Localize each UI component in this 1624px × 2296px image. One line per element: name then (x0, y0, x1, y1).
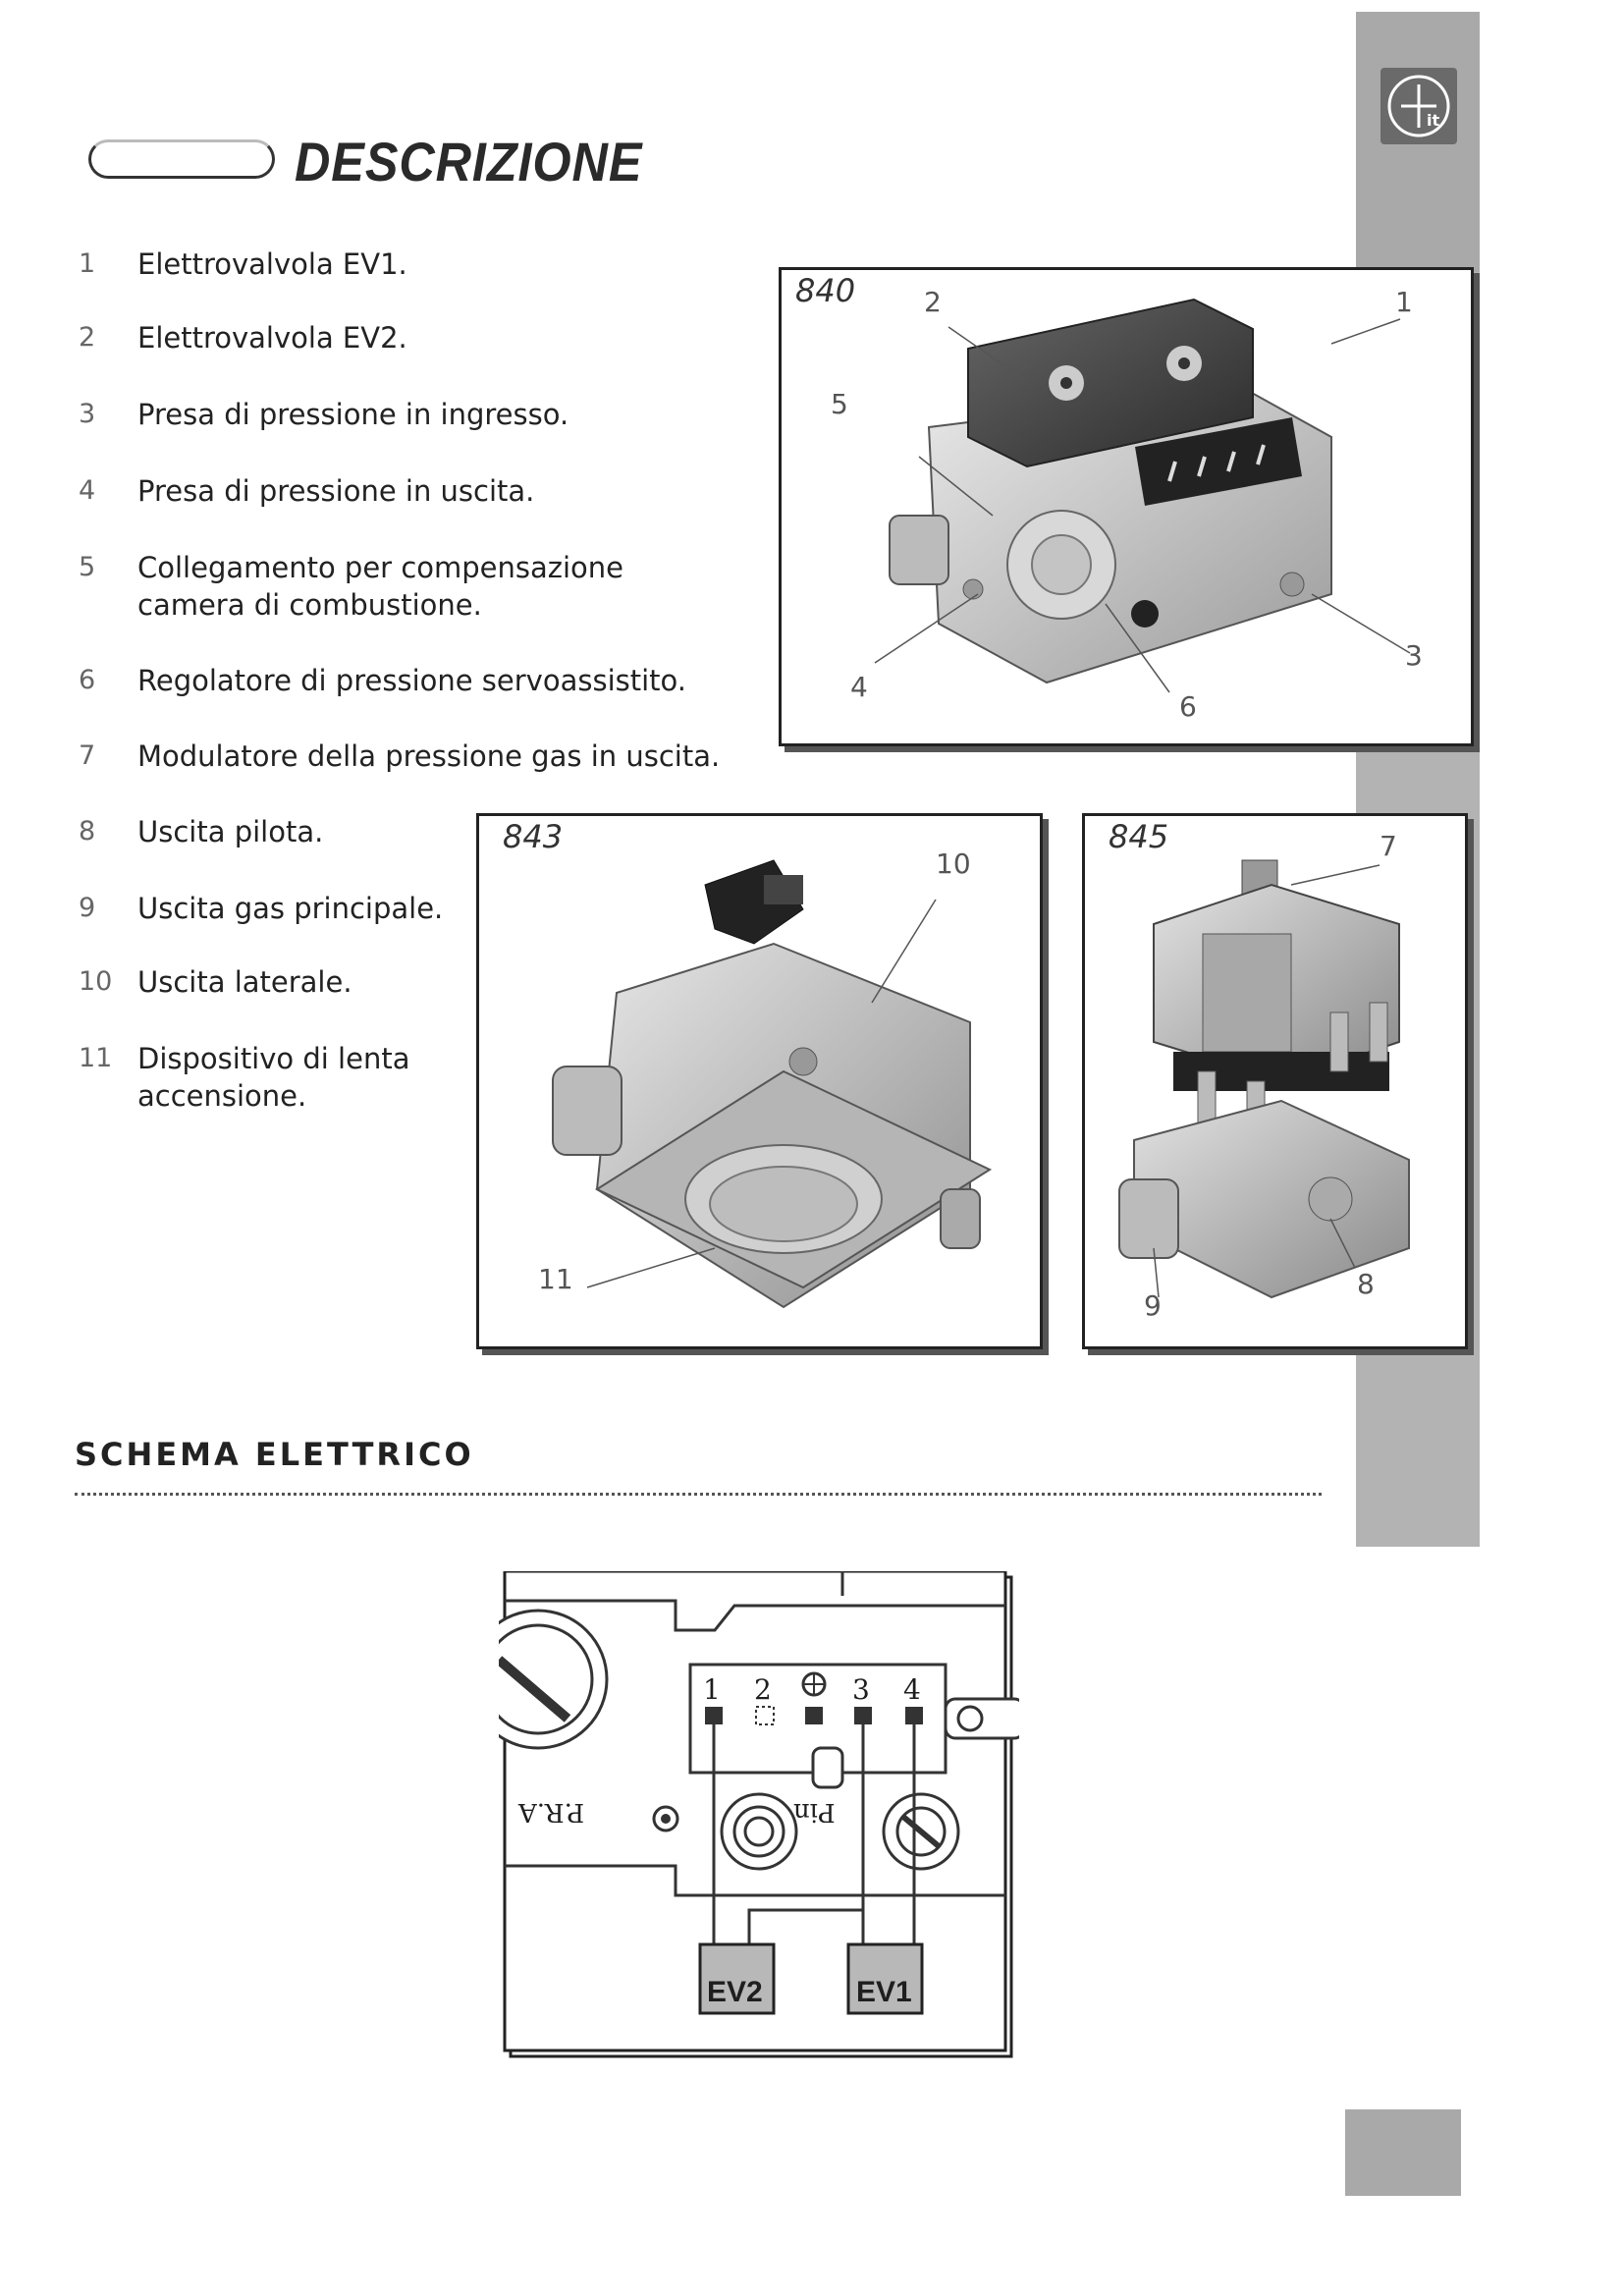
callout-label: 6 (1179, 690, 1197, 723)
callout-label: 2 (924, 286, 942, 318)
valve-845-drawing (1085, 816, 1465, 1346)
figure-843 (476, 813, 1043, 1349)
terminal-label: 2 (754, 1673, 772, 1706)
body-marking: Pin (793, 1797, 836, 1827)
callout-label: 7 (1380, 830, 1397, 862)
callout-label: 9 (1144, 1289, 1162, 1322)
section-title: SCHEMA ELETTRICO (75, 1436, 474, 1473)
figure-label: 840 (795, 272, 856, 309)
terminal-label: 1 (703, 1673, 721, 1706)
terminal-label: 4 (903, 1673, 921, 1706)
coil-label-ev2: EV2 (707, 1976, 763, 2008)
title-decoration (88, 139, 275, 179)
side-band-footer (1345, 2109, 1461, 2196)
callout-label: 1 (1395, 286, 1413, 318)
sit-logo-icon (1380, 67, 1458, 145)
section-divider (75, 1493, 1322, 1496)
wiring-diagram (499, 1571, 1019, 2062)
coil-label-ev1: EV1 (856, 1976, 912, 2008)
body-marking: P.R.A (518, 1797, 585, 1827)
page-title: DESCRIZIONE (295, 131, 643, 192)
terminal-label: 3 (852, 1673, 870, 1706)
callout-label: 3 (1405, 639, 1423, 672)
figure-label: 845 (1109, 818, 1169, 855)
callout-label: 4 (850, 671, 868, 703)
figure-840 (779, 267, 1474, 746)
callout-label: 10 (936, 847, 971, 880)
valve-840-drawing (782, 270, 1471, 743)
figure-label: 843 (503, 818, 564, 855)
svg-text:it: it (1427, 111, 1440, 130)
callout-label: 11 (538, 1263, 573, 1295)
callout-label: 5 (831, 388, 848, 420)
figure-845 (1082, 813, 1468, 1349)
callout-label: 8 (1357, 1268, 1375, 1300)
